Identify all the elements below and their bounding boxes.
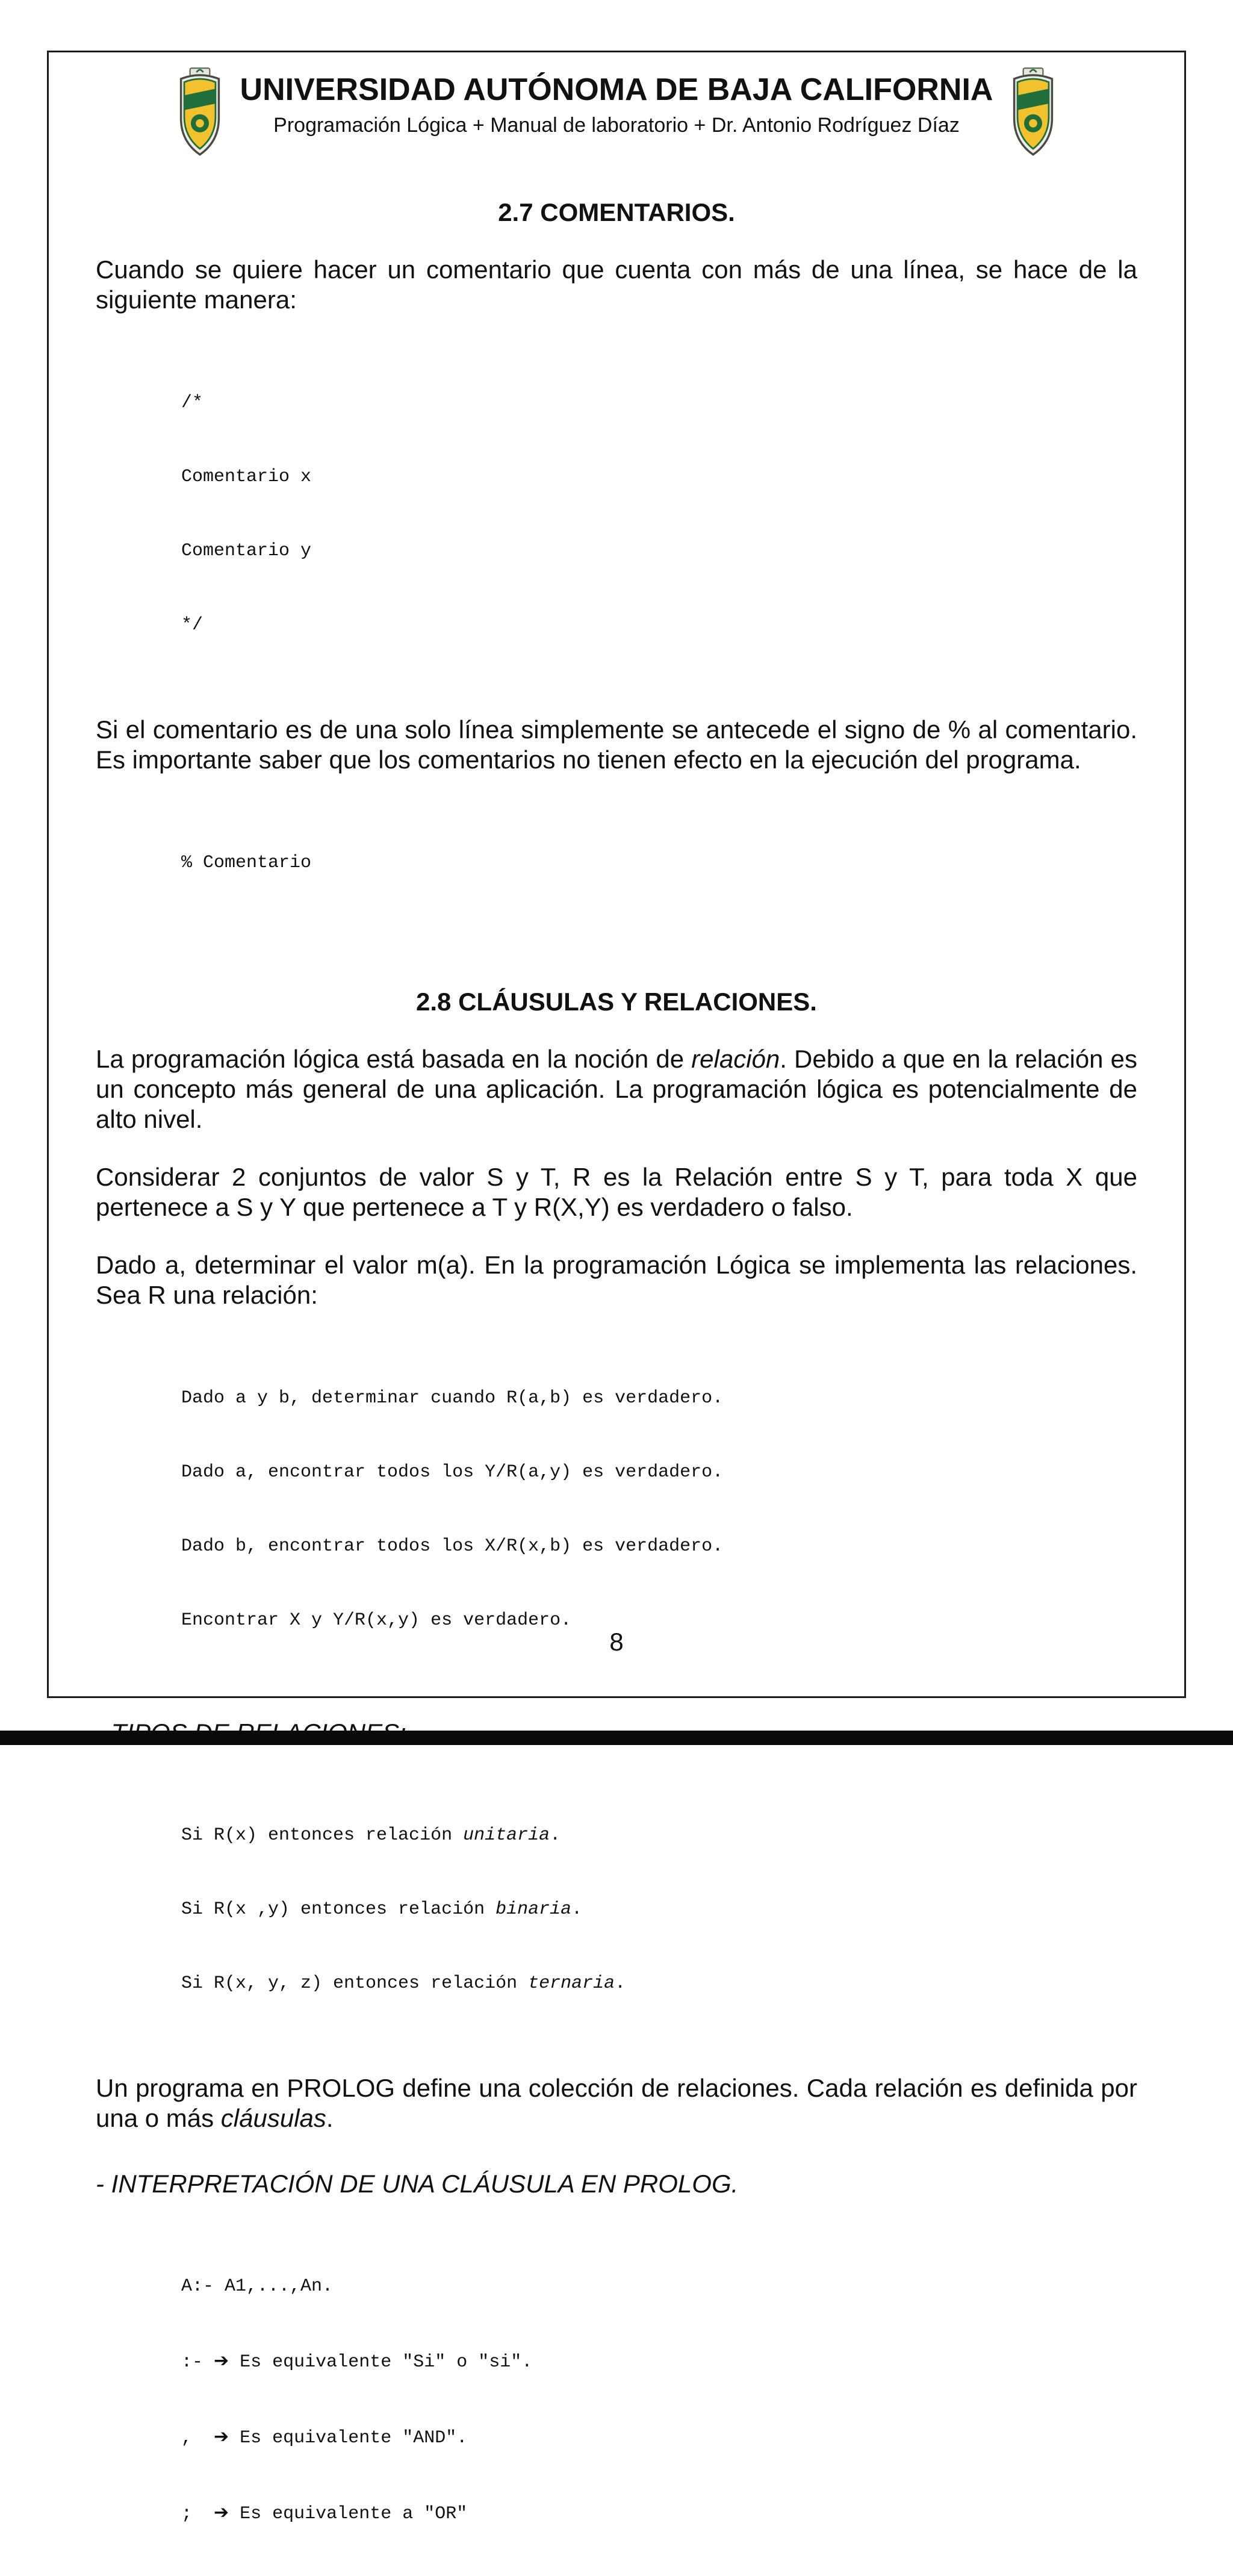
paragraph-prolog-clausulas — [96, 2073, 1137, 2133]
code-line: Dado a, encontrar todos los Y/R(a,y) es verdadero. — [181, 1462, 724, 1482]
text-run: Es equivalente "Si" o "si". — [229, 2352, 533, 2372]
code-line: Comentario y — [181, 541, 312, 561]
text-run: Si R(x ,y) entonces relación — [181, 1899, 496, 1920]
uabc-crest-icon — [1008, 67, 1058, 158]
uabc-crest-icon — [175, 67, 225, 158]
header — [96, 63, 1137, 178]
text-run: Si R(x, y, z) entonces relación — [181, 1973, 529, 1994]
code-line — [181, 2348, 1137, 2375]
code-block-clausula-prolog — [181, 2225, 1137, 2576]
code-line: */ — [181, 615, 203, 635]
arrow-icon: ➔ — [214, 2426, 229, 2447]
text-run: ; — [181, 2504, 214, 2524]
code-line: Dado b, encontrar todos los X/R(x,b) es verdadero. — [181, 1536, 724, 1557]
text-run: La programación lógica está basada en la noción de — [96, 1045, 692, 1073]
text-run-italic: unitaria — [463, 1825, 550, 1846]
code-block-percent-comment — [181, 801, 1137, 925]
text-run: . — [550, 1825, 561, 1846]
header-text — [96, 63, 1137, 137]
code-line: A:- A1,...,An. — [181, 2276, 334, 2297]
text-run-italic: relación — [691, 1045, 780, 1073]
scan-edge-bar — [0, 1731, 1233, 1745]
text-run: . — [615, 1973, 626, 1994]
arrow-icon: ➔ — [214, 2350, 229, 2371]
code-line — [181, 1823, 1137, 1848]
code-line — [181, 1971, 1137, 1996]
header-subtitle: Programación Lógica + Manual de laboratorio + Dr. Antonio Rodríguez Díaz — [273, 114, 960, 137]
code-line — [181, 2500, 1137, 2527]
page-number: 8 — [609, 1628, 624, 1656]
code-block-multiline-comment — [181, 341, 1137, 687]
section-heading-2-7: 2.7 COMENTARIOS. — [498, 198, 735, 226]
text-run: Si R(x) entonces relación — [181, 1825, 464, 1846]
text-run: :- — [181, 2352, 214, 2372]
text-run: . Debido a que en la relación es un concepto más general de una aplicación. La programación lógica es potencialmente de alto nivel. — [96, 1045, 1137, 1133]
paragraph-conjuntos: Considerar 2 conjuntos de valor S y T, R es la Relación entre S y T, para toda X que pertenece a S y Y que pertenece a T y R(X,Y) es verdadero o falso. — [96, 1163, 1137, 1221]
paragraph-relacion — [96, 1044, 1137, 1134]
code-line: /* — [181, 393, 203, 413]
text-run-italic: cláusulas — [220, 2104, 326, 2132]
subheading-interpretacion-clausula: - INTERPRETACIÓN DE UNA CLÁUSULA EN PROLOG. — [96, 2170, 739, 2198]
section-heading-2-8: 2.8 CLÁUSULAS Y RELACIONES. — [416, 988, 817, 1016]
code-line — [181, 1897, 1137, 1922]
paragraph-dado-a: Dado a, determinar el valor m(a). En la programación Lógica se implementa las relaciones. Sea R una relación: — [96, 1251, 1137, 1309]
code-block-tipos-relaciones — [181, 1774, 1137, 2046]
text-run: Un programa en PROLOG define una colección de relaciones. Cada relación es definida por una o más — [96, 2074, 1137, 2132]
code-line: Dado a y b, determinar cuando R(a,b) es verdadero. — [181, 1388, 724, 1408]
paragraph-comment-multiline: Cuando se quiere hacer un comentario que cuenta con más de una línea, se hace de la siguiente manera: — [96, 255, 1137, 314]
code-line: Encontrar X y Y/R(x,y) es verdadero. — [181, 1610, 572, 1631]
page-border — [47, 51, 1186, 2524]
code-line: Comentario x — [181, 467, 312, 487]
code-line: % Comentario — [181, 853, 312, 873]
text-run: . — [571, 1899, 583, 1920]
text-run-italic: ternaria — [528, 1973, 615, 1994]
code-line — [181, 2424, 1137, 2451]
arrow-icon: ➔ — [214, 2502, 229, 2523]
university-title: UNIVERSIDAD AUTÓNOMA DE BAJA CALIFORNIA — [240, 72, 993, 107]
text-run: Es equivalente "AND". — [229, 2428, 468, 2448]
paragraph-comment-singleline: Si el comentario es de una solo línea simplemente se antecede el signo de % al comentario. Es importante saber que los comentarios no tienen efecto en la ejecución del programa. — [96, 715, 1137, 774]
text-run: . — [326, 2104, 334, 2132]
text-run-italic: binaria — [495, 1899, 572, 1920]
text-run: Es equivalente a "OR" — [229, 2504, 468, 2524]
text-run: , — [181, 2428, 214, 2448]
